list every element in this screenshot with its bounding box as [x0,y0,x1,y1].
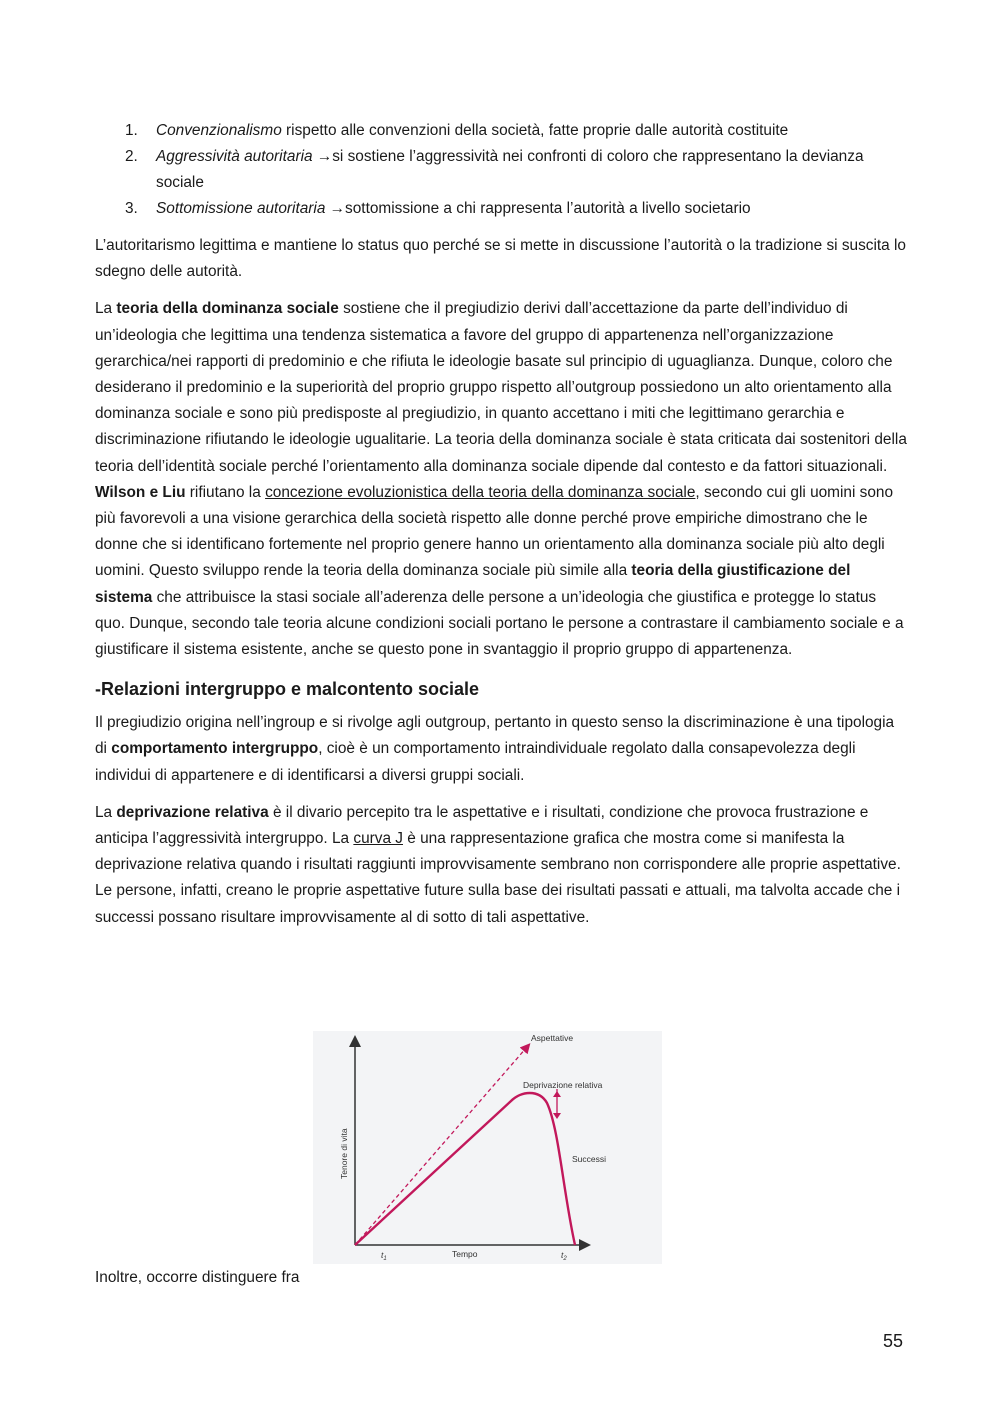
text-run: , secondo cui gli uomini sono più favorevoli a una visione gerarchica della società rispetto alle donne perché prove empiriche dimostrano che le donne che si identificano fortemente nel proprio genere hanno un orientamento alla dominanza sociale più alto degli uomini. Questo sviluppo rende la teoria della dominanza sociale più simile alla [95,483,894,580]
j-curve-diagram [313,1031,662,1264]
list-item [95,118,907,144]
list-number: 2. [125,148,138,165]
text-run: è il divario percepito tra le aspettative e i risultati, condizione che provoca frustrazione e anticipa l’aggressività intergruppo. La [95,803,869,848]
underlined-term: curva J [353,830,403,848]
paragraph-authoritarianism: L’autoritarismo legittima e mantiene lo status quo perché se si mette in discussione l’autorità o la tradizione si suscita lo sdegno delle autorità. [95,237,906,281]
bold-term: deprivazione relativa [116,803,269,821]
paragraph-deprivation [95,800,907,931]
text-run: La [95,803,117,821]
label-deprivation: Deprivazione relativa [523,1080,603,1090]
tick-t2: $t_2$ [561,1250,567,1262]
numbered-list [95,118,907,222]
bold-term: teoria della giustificazione del sistema [95,562,851,606]
tick-t1: $t_1$ [381,1250,387,1262]
underlined-term: concezione evoluzionistica della teoria della dominanza sociale [265,483,696,501]
y-axis-label: Tenore di vita [339,1128,349,1179]
paragraph-social-dominance [95,296,907,663]
list-item [95,144,907,196]
text-run: è una rappresentazione grafica che mostra come si manifesta la deprivazione relativa quando i risultati raggiunti improvvisamente sembrano non corrispondere alle proprie aspettative. Le persone, infatti, creano le proprie aspettative future sulla base dei risultati passati e attuali, ma talvolta accade che i successi possano risultare improvvisamente al di sotto di tali aspettative. [95,830,901,926]
text-run: , cioè è un comportamento intraindividuale regolato dalla consapevolezza degli individui di appartenere e di identificarsi a diversi gruppi sociali. [95,740,856,784]
expectations-line [355,1047,527,1245]
deprivation-arrow-up [553,1091,561,1097]
list-text: rispetto alle convenzioni della società, fatte proprie dalle autorità costituite [281,122,789,139]
deprivation-arrow-down [553,1113,561,1119]
text-run: sostiene che il pregiudizio derivi dall’accettazione da parte dell’individuo di un’ideologia che legittima una tendenza sistematica a favore del gruppo di appartenenza nell’organizzazione gerarchica/nei rapporti di predominio e che rifiuta le ideologie basate sul principio di uguaglianza. Dunque, coloro che desiderano il predominio e la superiorità del proprio gruppo rispetto all’outgroup possiedono un alto orientamento alla dominanza sociale e sono più predisposte al pregiudizio, in quanto accettano i miti che legittimano gerarchia e discriminazione rifiutando le ideologie ugualitarie. La teoria della dominanza sociale è stata criticata dai sostenitori della teoria dell’identità sociale perché l’orientamento alla dominanza sociale dipende dal contesto e da fattori situazionali. [95,300,907,475]
list-term: Sottomissione autoritaria [156,200,326,217]
paragraph-intergroup [95,710,907,789]
list-term: Convenzionalismo [156,122,282,139]
bold-term: comportamento intergruppo [111,740,319,758]
text-run: che attribuisce la stasi sociale all’aderenza delle persone a un’ideologia che giustifica e protegge lo status quo. Dunque, secondo tale teoria alcune condizioni sociali portano le persone a contrastare il cambiamento sociale e a giustificare il sistema esistente, anche se questo pone in svantaggio il proprio gruppo di appartenenza. [95,588,904,659]
list-term: Aggressività autoritaria [156,148,313,165]
text-run: Il pregiudizio origina nell’ingroup e si rivolge agli outgroup, pertanto in questo senso la discriminazione è una tipologia di [95,714,895,758]
success-curve [355,1093,575,1245]
x-axis-label: Tempo [452,1249,478,1259]
paragraph-continuation: Inoltre, occorre distinguere fra [95,1269,300,1286]
bold-term: Wilson e Liu [95,483,186,501]
bold-term: teoria della dominanza sociale [116,300,339,318]
list-number: 3. [125,200,138,217]
page-number: 55 [883,1331,904,1351]
list-item [95,196,907,222]
text-run: La [95,300,117,318]
document-page [95,118,907,931]
list-text: →si sostiene l’aggressività nei confronti di coloro che rappresentano la devianza sociale [156,148,864,191]
label-expectations: Aspettative [531,1033,574,1043]
label-success: Successi [572,1154,607,1164]
list-text: →sottomissione a chi rappresenta l’autorità a livello societario [325,200,751,217]
j-curve-figure [313,1031,662,1264]
list-number: 1. [125,122,138,139]
text-run: rifiutano la [185,483,266,501]
section-heading: -Relazioni intergruppo e malcontento sociale [95,679,480,700]
